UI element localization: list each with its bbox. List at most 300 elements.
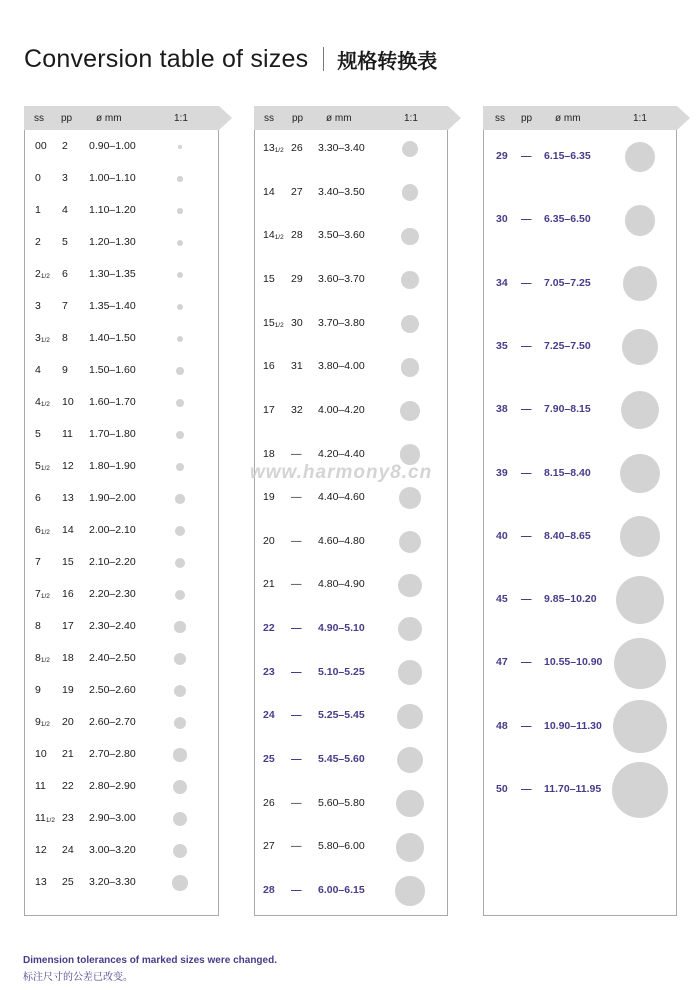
title-english: Conversion table of sizes <box>24 44 309 73</box>
bead-size-circle <box>397 747 424 774</box>
ss-value: 20 <box>263 534 275 547</box>
pp-value: — <box>521 213 532 226</box>
pp-value: 15 <box>62 556 74 568</box>
size-row <box>25 263 218 287</box>
size-row <box>484 208 676 232</box>
ss-value: 10 <box>35 748 47 760</box>
footnote-english: Dimension tolerances of marked sizes were changed. <box>23 955 277 966</box>
ss-value: 14 <box>263 185 275 198</box>
size-row <box>25 391 218 415</box>
size-row <box>255 486 447 510</box>
pp-value: 24 <box>62 844 74 856</box>
ss-value: 39 <box>496 466 508 479</box>
size-row <box>25 327 218 351</box>
bead-size-circle <box>173 780 187 794</box>
mm-range: 3.70–3.80 <box>318 316 365 329</box>
size-row <box>484 525 676 549</box>
mm-range: 2.90–3.00 <box>89 812 136 824</box>
mm-range: 1.00–1.10 <box>89 172 136 184</box>
mm-range: 7.25–7.50 <box>544 339 591 352</box>
mm-range: 11.70–11.95 <box>544 783 602 795</box>
half-size-fraction: 1/2 <box>274 147 284 154</box>
size-row <box>25 711 218 735</box>
mm-range: 1.20–1.30 <box>89 236 136 248</box>
size-row <box>25 551 218 575</box>
size-row <box>484 272 676 296</box>
bead-size-circle <box>174 717 187 730</box>
mm-range: 4.60–4.80 <box>318 534 365 547</box>
header-scale: 1:1 <box>404 113 418 124</box>
bead-size-circle <box>176 399 184 407</box>
mm-range: 5.45–5.60 <box>318 753 365 766</box>
size-row <box>255 661 447 685</box>
size-row <box>255 137 447 161</box>
mm-range: 1.30–1.35 <box>89 268 136 280</box>
size-row <box>25 679 218 703</box>
bead-size-circle <box>398 617 422 641</box>
pp-value: — <box>291 447 302 460</box>
pp-value: 29 <box>291 272 303 285</box>
size-row <box>25 743 218 767</box>
ss-value: 13 <box>35 876 47 888</box>
ss-value: 18 <box>263 447 275 460</box>
pp-value: — <box>291 753 302 766</box>
mm-range: 8.40–8.65 <box>544 529 591 542</box>
mm-range: 1.50–1.60 <box>89 364 136 376</box>
bead-size-circle <box>175 590 186 601</box>
bead-size-circle <box>177 176 182 181</box>
bead-size-circle <box>395 876 424 905</box>
ss-value: 24 <box>263 709 275 722</box>
pp-value: 21 <box>62 748 74 760</box>
size-row <box>484 778 676 802</box>
mm-range: 2.50–2.60 <box>89 684 136 696</box>
pp-value: 7 <box>62 300 68 312</box>
pp-value: 16 <box>62 588 74 600</box>
pp-value: 14 <box>62 524 74 536</box>
half-size-fraction: 1/2 <box>40 401 50 408</box>
bead-size-circle <box>623 266 657 300</box>
mm-range: 6.15–6.35 <box>544 150 591 162</box>
mm-range: 7.90–8.15 <box>544 403 591 416</box>
pp-value: — <box>291 709 302 722</box>
ss-value: 81/2 <box>35 652 50 664</box>
ss-value: 111/2 <box>35 812 55 824</box>
size-row <box>25 871 218 895</box>
half-size-fraction: 1/2 <box>274 321 284 329</box>
header-scale: 1:1 <box>174 113 188 124</box>
mm-range: 5.10–5.25 <box>318 665 365 678</box>
ss-value: 38 <box>496 403 508 416</box>
half-size-fraction: 1/2 <box>274 234 284 242</box>
size-row <box>255 312 447 336</box>
bead-size-circle <box>175 526 185 536</box>
mm-range: 3.30–3.40 <box>318 142 365 154</box>
bead-size-circle <box>177 272 183 278</box>
ss-value: 9 <box>35 684 41 696</box>
ss-value: 16 <box>263 360 275 373</box>
pp-value: 30 <box>291 316 303 329</box>
title-chinese: 规格转换表 <box>337 48 438 73</box>
ss-value: 31/2 <box>35 332 50 344</box>
column-panel <box>24 130 219 916</box>
ss-value: 29 <box>496 150 508 162</box>
mm-range: 2.80–2.90 <box>89 780 136 792</box>
ss-value: 30 <box>496 213 508 226</box>
mm-range: 10.55–10.90 <box>544 656 603 669</box>
bead-size-circle <box>613 700 666 753</box>
mm-range: 1.70–1.80 <box>89 428 136 440</box>
size-row <box>25 199 218 223</box>
size-row <box>255 355 447 379</box>
ss-value: 2 <box>35 236 41 248</box>
size-row <box>25 519 218 543</box>
mm-range: 5.80–6.00 <box>318 840 365 853</box>
ss-value: 51/2 <box>35 460 50 472</box>
ss-value: 61/2 <box>35 524 50 536</box>
pp-value: — <box>291 534 302 547</box>
pp-value: — <box>291 796 302 809</box>
bead-size-circle <box>402 184 419 201</box>
bead-size-circle <box>396 833 424 861</box>
pp-value: 2 <box>62 140 68 152</box>
size-row <box>484 715 676 739</box>
header-arrow-tip <box>677 106 690 130</box>
half-size-fraction: 1/2 <box>40 593 50 600</box>
mm-range: 5.25–5.45 <box>318 709 365 722</box>
ss-value: 48 <box>496 719 508 732</box>
column-panel <box>254 130 448 916</box>
pp-value: 27 <box>291 185 303 198</box>
ss-value: 27 <box>263 840 275 853</box>
ss-value: 19 <box>263 491 275 504</box>
mm-range: 3.60–3.70 <box>318 272 365 285</box>
size-row <box>25 775 218 799</box>
ss-value: 0 <box>35 172 41 184</box>
pp-value: — <box>521 593 532 606</box>
pp-value: — <box>291 665 302 678</box>
bead-size-circle <box>401 358 420 377</box>
pp-value: — <box>521 783 532 795</box>
bead-size-circle <box>173 812 187 826</box>
header-pp: pp <box>61 113 73 124</box>
size-row <box>25 583 218 607</box>
ss-value: 41/2 <box>35 396 50 408</box>
bead-size-circle <box>622 329 657 364</box>
mm-range: 2.30–2.40 <box>89 620 136 632</box>
bead-size-circle <box>173 844 188 859</box>
size-row <box>25 487 218 511</box>
size-row <box>25 455 218 479</box>
mm-range: 10.90–11.30 <box>544 719 602 732</box>
bead-size-circle <box>621 391 660 430</box>
mm-range: 1.10–1.20 <box>89 204 136 216</box>
size-row <box>484 398 676 422</box>
bead-size-circle <box>401 228 418 245</box>
mm-range: 1.80–1.90 <box>89 460 136 472</box>
ss-value: 25 <box>263 753 275 766</box>
size-row <box>484 462 676 486</box>
bead-size-circle <box>401 271 419 289</box>
ss-value: 35 <box>496 339 508 352</box>
half-size-fraction: 1/2 <box>40 337 50 344</box>
pp-value: 28 <box>291 229 303 242</box>
ss-value: 23 <box>263 665 275 678</box>
bead-size-circle <box>178 145 183 150</box>
size-row <box>25 167 218 191</box>
mm-range: 2.40–2.50 <box>89 652 136 664</box>
bead-size-circle <box>174 685 186 697</box>
mm-range: 4.20–4.40 <box>318 447 365 460</box>
ss-value: 28 <box>263 884 275 896</box>
pp-value: 25 <box>62 876 74 888</box>
size-row <box>255 792 447 816</box>
ss-value: 21 <box>263 578 275 591</box>
mm-range: 6.35–6.50 <box>544 213 591 226</box>
pp-value: — <box>291 491 302 504</box>
pp-value: — <box>521 339 532 352</box>
ss-value: 40 <box>496 529 508 542</box>
half-size-fraction: 1/2 <box>40 529 50 536</box>
bead-size-circle <box>174 653 186 665</box>
footnote <box>23 955 277 983</box>
bead-size-circle <box>620 516 661 557</box>
pp-value: — <box>291 578 302 591</box>
mm-range: 6.00–6.15 <box>318 884 365 896</box>
size-row <box>25 807 218 831</box>
size-row <box>484 588 676 612</box>
ss-value: 15 <box>263 272 275 285</box>
ss-value: 4 <box>35 364 41 376</box>
bead-size-circle <box>612 762 669 819</box>
size-row <box>255 224 447 248</box>
half-size-fraction: 1/2 <box>40 273 50 280</box>
bead-size-circle <box>399 487 421 509</box>
bead-size-circle <box>172 875 188 891</box>
bead-size-circle <box>177 240 183 246</box>
mm-range: 2.60–2.70 <box>89 716 136 728</box>
pp-value: 12 <box>62 460 74 472</box>
pp-value: — <box>291 622 302 635</box>
mm-range: 4.40–4.60 <box>318 491 365 504</box>
ss-value: 11 <box>35 780 46 792</box>
mm-range: 5.60–5.80 <box>318 796 365 809</box>
ss-value: 26 <box>263 796 275 809</box>
pp-value: — <box>521 656 532 669</box>
size-column-1 <box>24 106 232 888</box>
header-ss: ss <box>264 113 274 124</box>
ss-value: 45 <box>496 593 508 606</box>
pp-value: 23 <box>62 812 74 824</box>
pp-value: — <box>521 719 532 732</box>
bead-size-circle <box>398 660 423 685</box>
size-row <box>25 359 218 383</box>
ss-value: 21/2 <box>35 268 50 280</box>
size-row <box>484 145 676 169</box>
size-row <box>255 748 447 772</box>
mm-range: 8.15–8.40 <box>544 466 591 479</box>
bead-size-circle <box>620 454 660 494</box>
mm-range: 3.80–4.00 <box>318 360 365 373</box>
size-column-3 <box>483 106 690 795</box>
ss-value: 22 <box>263 622 275 635</box>
header-arrow-tip <box>448 106 461 130</box>
pp-value: 10 <box>62 396 74 408</box>
header-arrow-tip <box>219 106 232 130</box>
header-ss: ss <box>34 113 44 124</box>
watermark: www.harmony8.cn <box>250 462 433 483</box>
bead-size-circle <box>625 205 656 236</box>
bead-size-circle <box>175 494 184 503</box>
pp-value: 31 <box>291 360 303 373</box>
ss-value: 5 <box>35 428 41 440</box>
header-scale: 1:1 <box>633 113 647 124</box>
bead-size-circle <box>401 315 419 333</box>
bead-size-circle <box>402 141 418 157</box>
size-row <box>25 423 218 447</box>
size-row <box>255 573 447 597</box>
column-header <box>254 106 461 130</box>
mm-range: 0.90–1.00 <box>89 140 136 152</box>
pp-value: 4 <box>62 204 68 216</box>
pp-value: — <box>521 403 532 416</box>
bead-size-circle <box>398 574 421 597</box>
size-row <box>484 651 676 675</box>
pp-value: 13 <box>62 492 74 504</box>
ss-value: 47 <box>496 656 508 669</box>
bead-size-circle <box>616 576 664 624</box>
ss-value: 17 <box>263 403 275 416</box>
half-size-fraction: 1/2 <box>40 721 50 728</box>
size-row <box>255 530 447 554</box>
pp-value: 8 <box>62 332 68 344</box>
bead-size-circle <box>176 431 184 439</box>
ss-value: 131/2 <box>263 142 284 154</box>
pp-value: — <box>521 529 532 542</box>
size-row <box>25 647 218 671</box>
ss-value: 141/2 <box>263 229 284 242</box>
pp-value: — <box>521 466 532 479</box>
size-row <box>255 879 447 903</box>
ss-value: 8 <box>35 620 41 632</box>
mm-range: 3.50–3.60 <box>318 229 365 242</box>
header-pp: pp <box>521 113 533 124</box>
size-row <box>25 295 218 319</box>
bead-size-circle <box>177 336 184 343</box>
pp-value: 22 <box>62 780 74 792</box>
mm-range: 1.35–1.40 <box>89 300 136 312</box>
size-row <box>25 135 218 159</box>
pp-value: — <box>291 840 302 853</box>
header-mm: ø mm <box>326 113 352 124</box>
header-mm: ø mm <box>96 113 122 124</box>
bead-size-circle <box>399 531 422 554</box>
footnote-chinese: 标注尺寸的公差已改变。 <box>23 972 133 983</box>
mm-range: 2.20–2.30 <box>89 588 136 600</box>
size-row <box>25 615 218 639</box>
title-divider <box>323 47 324 71</box>
bead-size-circle <box>625 142 655 172</box>
bead-size-circle <box>614 638 666 690</box>
size-row <box>255 268 447 292</box>
pp-value: 17 <box>62 620 74 632</box>
pp-value: 26 <box>291 142 303 154</box>
ss-value: 12 <box>35 844 47 856</box>
column-header <box>24 106 232 130</box>
page-title <box>24 42 437 76</box>
mm-range: 1.40–1.50 <box>89 332 136 344</box>
mm-range: 7.05–7.25 <box>544 276 591 289</box>
bead-size-circle <box>175 558 185 568</box>
ss-value: 6 <box>35 492 41 504</box>
pp-value: 18 <box>62 652 74 664</box>
mm-range: 3.20–3.30 <box>89 876 136 888</box>
ss-value: 34 <box>496 276 508 289</box>
mm-range: 2.70–2.80 <box>89 748 136 760</box>
mm-range: 9.85–10.20 <box>544 593 597 606</box>
bead-size-circle <box>177 304 184 311</box>
mm-range: 3.40–3.50 <box>318 185 365 198</box>
pp-value: — <box>521 150 532 162</box>
column-header <box>483 106 690 130</box>
ss-value: 7 <box>35 556 41 568</box>
ss-value: 00 <box>35 140 47 152</box>
column-panel <box>483 130 677 916</box>
bead-size-circle <box>400 401 420 421</box>
pp-value: — <box>291 884 302 896</box>
pp-value: 6 <box>62 268 68 280</box>
pp-value: 9 <box>62 364 68 376</box>
ss-value: 91/2 <box>35 716 50 728</box>
mm-range: 2.10–2.20 <box>89 556 136 568</box>
ss-value: 151/2 <box>263 316 284 329</box>
mm-range: 4.80–4.90 <box>318 578 365 591</box>
bead-size-circle <box>176 463 185 472</box>
header-mm: ø mm <box>555 113 581 124</box>
size-row <box>484 335 676 359</box>
mm-range: 3.00–3.20 <box>89 844 136 856</box>
ss-value: 1 <box>35 204 41 216</box>
bead-size-circle <box>396 790 423 817</box>
pp-value: 32 <box>291 403 303 416</box>
size-row <box>255 181 447 205</box>
header-pp: pp <box>292 113 304 124</box>
mm-range: 4.00–4.20 <box>318 403 365 416</box>
pp-value: 19 <box>62 684 74 696</box>
size-row <box>255 399 447 423</box>
mm-range: 4.90–5.10 <box>318 622 365 635</box>
ss-value: 50 <box>496 783 508 795</box>
bead-size-circle <box>397 704 423 730</box>
pp-value: 3 <box>62 172 68 184</box>
pp-value: 11 <box>62 428 73 440</box>
size-row <box>255 835 447 859</box>
half-size-fraction: 1/2 <box>45 817 55 824</box>
bead-size-circle <box>174 621 185 632</box>
header-ss: ss <box>495 113 505 124</box>
mm-range: 1.60–1.70 <box>89 396 136 408</box>
ss-value: 71/2 <box>35 588 50 600</box>
size-row <box>255 704 447 728</box>
half-size-fraction: 1/2 <box>40 657 50 664</box>
pp-value: 5 <box>62 236 68 248</box>
half-size-fraction: 1/2 <box>40 465 50 472</box>
bead-size-circle <box>177 208 183 214</box>
mm-range: 1.90–2.00 <box>89 492 136 504</box>
pp-value: 20 <box>62 716 74 728</box>
size-row <box>25 839 218 863</box>
bead-size-circle <box>176 367 183 374</box>
